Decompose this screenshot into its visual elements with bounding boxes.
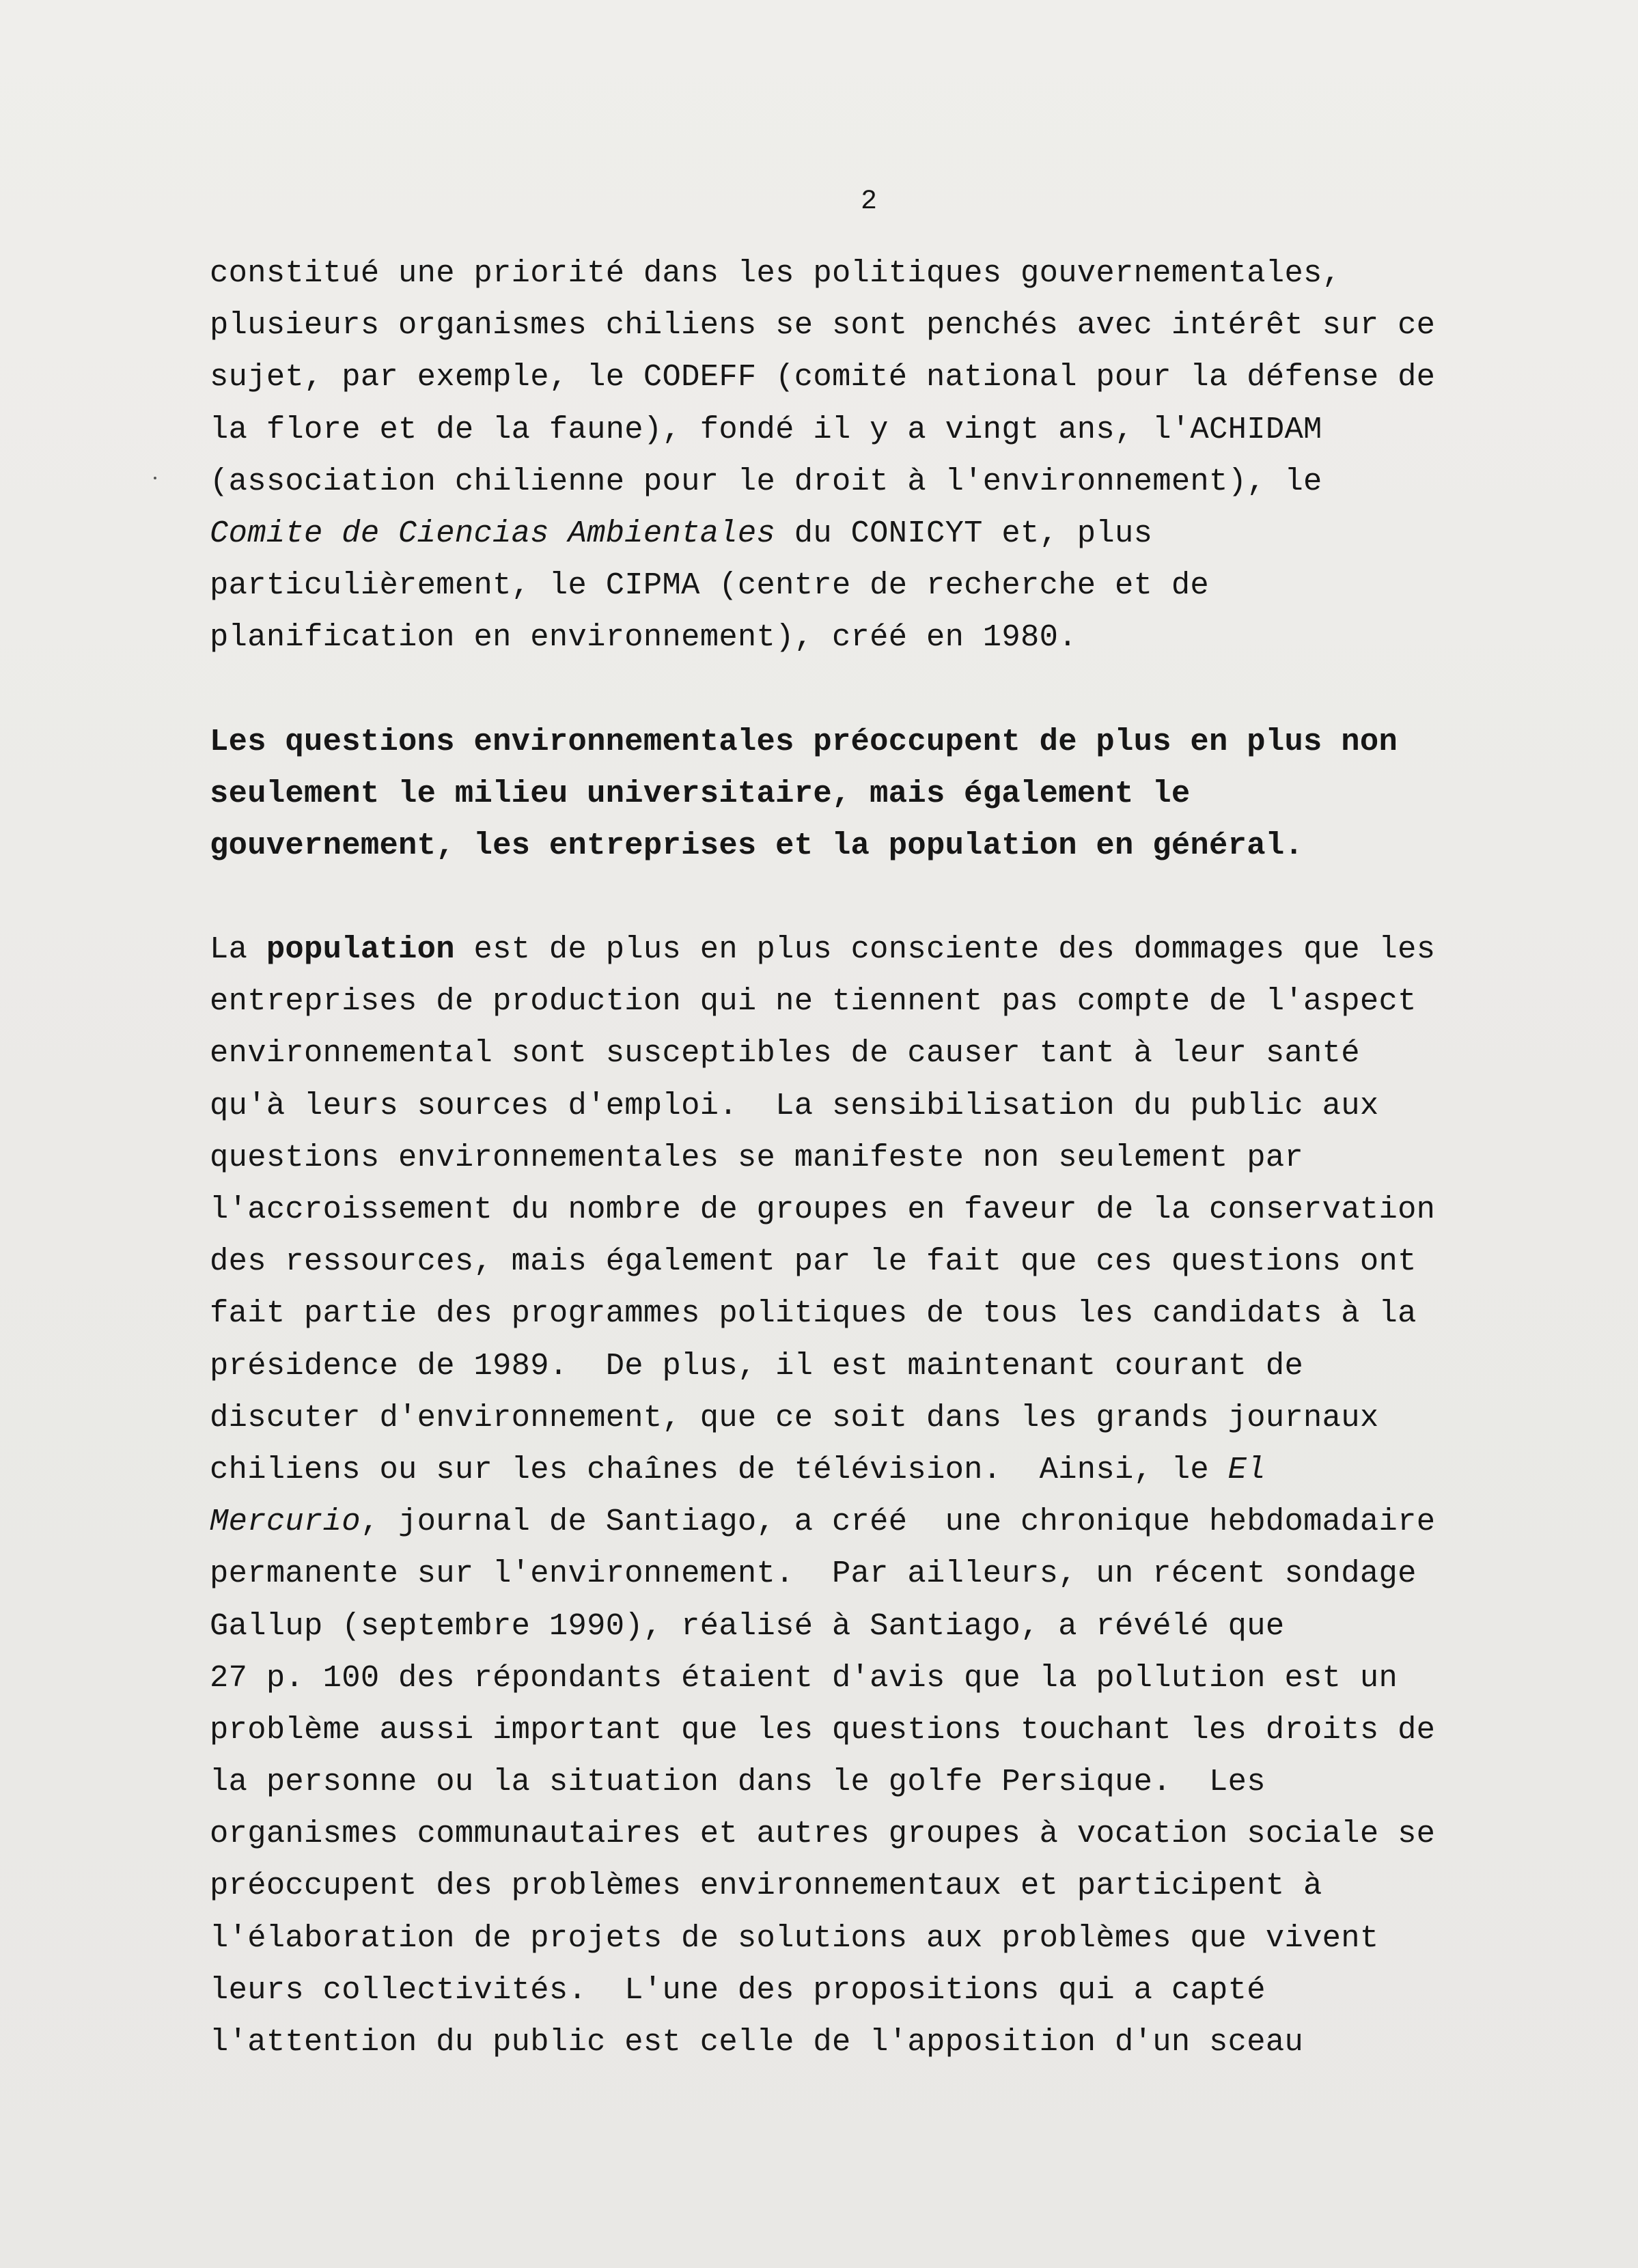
text-run: présidence de 1989. De plus, il est maintenant courant de [210,1347,1304,1384]
bold-text-run: Les questions environnementales préoccupent de plus en plus non [210,723,1398,759]
text-line [210,716,1569,768]
text-line [210,404,1569,456]
text-run: fait partie des programmes politiques de tous les candidats à la [210,1296,1417,1332]
text-line [210,247,1569,299]
text-run: préoccupent des problèmes environnementaux et participent à [210,1868,1322,1904]
text-run: chiliens ou sur les chaînes de télévision. Ainsi, le [210,1451,1228,1487]
text-line [210,1860,1569,1912]
text-line [210,299,1569,351]
text-run: discuter d'environnement, que ce soit dans les grands journaux [210,1399,1379,1436]
bold-text-run: population [266,932,455,968]
text-line [210,768,1569,820]
scan-speck [154,477,156,479]
text-run: problème aussi important que les questions touchant les droits de [210,1711,1436,1748]
text-line [210,820,1569,871]
text-line [210,351,1569,403]
text-run: du CONICYT et, plus [775,515,1153,551]
text-line [210,975,1569,1027]
text-line [210,2016,1569,2068]
text-line [210,1808,1569,1860]
text-run: constitué une priorité dans les politiques gouvernementales, [210,255,1342,291]
text-line [210,611,1569,663]
text-run: plusieurs organismes chiliens se sont penchés avec intérêt sur ce [210,307,1436,344]
italic-text-run: Comite de Ciencias Ambientales [210,515,776,551]
text-run: l'accroissement du nombre de groupes en faveur de la conservation [210,1192,1436,1227]
text-run: La [210,932,266,968]
text-line [210,1027,1569,1079]
paragraph-gap [210,871,1569,923]
text-line [210,1704,1569,1756]
text-run: 27 p. 100 des répondants étaient d'avis que la pollution est un [210,1660,1398,1696]
text-line [210,1964,1569,2016]
text-run: des ressources, mais également par le fait que ces questions ont [210,1244,1417,1280]
text-line [210,1496,1569,1548]
text-line [210,1548,1569,1599]
text-line [210,559,1569,611]
italic-text-run: Mercurio [210,1504,361,1540]
text-run: planification en environnement), créé en 1980. [210,619,1077,656]
text-line [210,1652,1569,1704]
paragraph [210,716,1569,872]
paragraph [210,923,1569,2068]
text-run: , journal de Santiago, a créé une chronique hebdomadaire [360,1504,1436,1540]
bold-text-run: seulement le milieu universitaire, mais également le [210,775,1191,811]
text-run: Gallup (septembre 1990), réalisé à Santiago, a révélé que [210,1608,1285,1644]
text-run: entreprises de production qui ne tiennent pas compte de l'aspect [210,983,1417,1020]
text-line [210,923,1569,975]
paragraph [210,247,1569,664]
bold-text-run: gouvernement, les entreprises et la population en général. [210,827,1304,863]
text-run: est de plus en plus consciente des dommages que les [454,932,1436,968]
text-run: sujet, par exemple, le CODEFF (comité national pour la défense de [210,359,1436,395]
text-run: leurs collectivités. L'une des propositions qui a capté [210,1972,1266,2008]
text-line [210,1080,1569,1132]
paragraph-gap [210,664,1569,716]
text-line [210,1756,1569,1808]
text-line [210,1132,1569,1184]
page-number: 2 [861,186,878,217]
text-line [210,1287,1569,1339]
text-line [210,1912,1569,1964]
text-line [210,456,1569,507]
text-line [210,1184,1569,1235]
text-run: permanente sur l'environnement. Par ailleurs, un récent sondage [210,1556,1417,1592]
text-run: la personne ou la situation dans le golfe Persique. Les [210,1764,1266,1800]
text-run: l'attention du public est celle de l'apposition d'un sceau [210,2024,1304,2060]
text-run: qu'à leurs sources d'emploi. La sensibilisation du public aux [210,1087,1379,1123]
text-run: particulièrement, le CIPMA (centre de recherche et de [210,568,1210,604]
text-line [210,1392,1569,1444]
italic-text-run: El [1227,1451,1266,1487]
text-run: la flore et de la faune), fondé il y a vingt ans, l'ACHIDAM [210,411,1322,447]
text-line [210,1340,1569,1392]
text-line [210,507,1569,559]
text-run: questions environnementales se manifeste non seulement par [210,1139,1304,1175]
text-line [210,1235,1569,1287]
text-line [210,1600,1569,1652]
text-run: organismes communautaires et autres groupes à vocation sociale se [210,1816,1436,1852]
text-run: (association chilienne pour le droit à l'environnement), le [210,463,1322,499]
text-run: l'élaboration de projets de solutions aux problèmes que vivent [210,1920,1379,1956]
document-body [210,247,1569,2068]
text-run: environnemental sont susceptibles de causer tant à leur santé [210,1035,1360,1072]
text-line [210,1444,1569,1496]
